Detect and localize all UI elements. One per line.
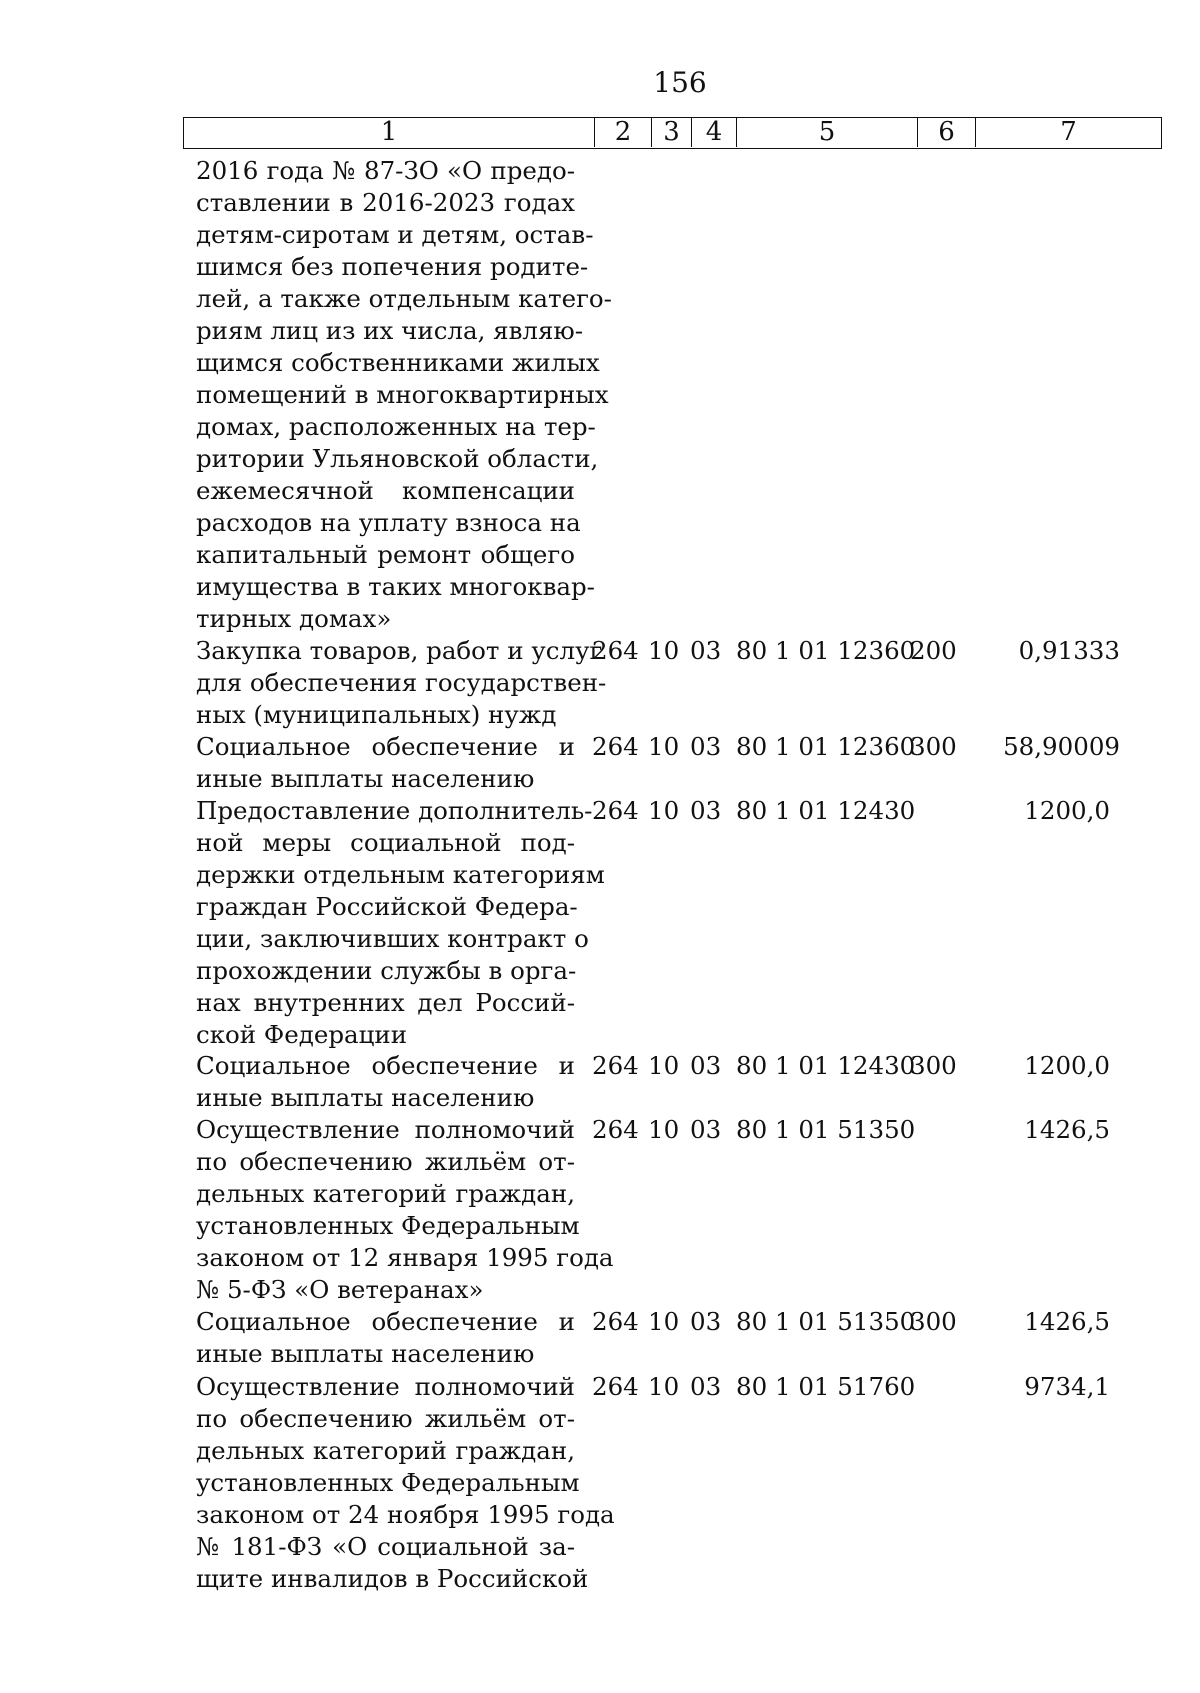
subsection-code: 03 bbox=[690, 1307, 722, 1336]
description-line: ции, заключивших контракт о bbox=[196, 924, 589, 953]
description-line: Осуществление полномочий bbox=[196, 1115, 575, 1144]
description-line: помещений в многоквартирных bbox=[196, 380, 609, 409]
description-line: домах, расположенных на тер- bbox=[196, 412, 596, 441]
column-header-5: 5 bbox=[737, 118, 918, 147]
description-line: законом от 12 января 1995 года bbox=[196, 1243, 614, 1272]
subsection-code: 03 bbox=[690, 1372, 722, 1401]
subsection-code: 03 bbox=[690, 1051, 722, 1080]
description-line: 2016 года № 87-ЗО «О предо- bbox=[196, 156, 575, 185]
amount: 0,91333 bbox=[1018, 636, 1120, 665]
amount: 58,90009 bbox=[1003, 732, 1120, 761]
admin-code: 264 bbox=[592, 636, 639, 665]
column-header-row bbox=[183, 117, 1162, 149]
description-line: щимся собственниками жилых bbox=[196, 348, 600, 377]
row-description bbox=[196, 795, 605, 1051]
column-header-7: 7 bbox=[1060, 117, 1077, 147]
admin-code: 264 bbox=[592, 796, 639, 825]
description-line: Осуществление полномочий bbox=[196, 1372, 575, 1401]
admin-code: 264 bbox=[592, 1051, 639, 1080]
expense-type-code: 300 bbox=[910, 1051, 957, 1080]
amount: 1426,5 bbox=[1024, 1307, 1110, 1336]
description-line: расходов на уплату взноса на bbox=[196, 508, 581, 537]
description-line: Социальное обеспечение и bbox=[196, 1307, 575, 1336]
section-code: 10 bbox=[648, 796, 680, 825]
description-line: Закупка товаров, работ и услуг bbox=[196, 636, 603, 665]
target-article-code: 80 1 01 12360 bbox=[736, 636, 916, 665]
column-header-6: 6 bbox=[918, 118, 976, 147]
description-line: лей, а также отдельным катего- bbox=[196, 284, 612, 313]
description-line: иные выплаты населению bbox=[196, 1339, 535, 1368]
admin-code: 264 bbox=[592, 1372, 639, 1401]
expense-type-code: 300 bbox=[910, 1307, 957, 1336]
description-line: нах внутренних дел Россий- bbox=[196, 988, 575, 1017]
amount: 1426,5 bbox=[1024, 1115, 1110, 1144]
description-line: ных (муниципальных) нужд bbox=[196, 700, 557, 729]
description-line: ной меры социальной под- bbox=[196, 828, 575, 857]
subsection-code: 03 bbox=[690, 636, 722, 665]
column-header-1: 1 bbox=[184, 118, 595, 147]
target-article-code: 80 1 01 12430 bbox=[736, 1051, 916, 1080]
description-line: по обеспечению жильём от- bbox=[196, 1404, 575, 1433]
target-article-code: 80 1 01 12430 bbox=[736, 796, 916, 825]
row-description bbox=[196, 1050, 575, 1114]
section-code: 10 bbox=[648, 732, 680, 761]
column-header-2: 2 bbox=[595, 118, 652, 147]
row-description bbox=[196, 635, 607, 731]
description-line: для обеспечения государствен- bbox=[196, 668, 607, 697]
section-code: 10 bbox=[648, 1307, 680, 1336]
description-line: щите инвалидов в Российской bbox=[196, 1564, 589, 1593]
description-line: Социальное обеспечение и bbox=[196, 1051, 575, 1080]
target-article-code: 80 1 01 51760 bbox=[736, 1372, 916, 1401]
description-line: установленных Федеральным bbox=[196, 1211, 580, 1240]
section-code: 10 bbox=[648, 1372, 680, 1401]
description-line: дельных категорий граждан, bbox=[196, 1436, 575, 1465]
description-line: граждан Российской Федера- bbox=[196, 892, 578, 921]
description-line: законом от 24 ноября 1995 года bbox=[196, 1500, 615, 1529]
column-header-4: 4 bbox=[692, 118, 737, 147]
admin-code: 264 bbox=[592, 1115, 639, 1144]
description-line: ставлении в 2016-2023 годах bbox=[196, 188, 575, 217]
amount: 1200,0 bbox=[1024, 796, 1110, 825]
description-line: тирных домах» bbox=[196, 604, 392, 633]
description-line: иные выплаты населению bbox=[196, 764, 535, 793]
subsection-code: 03 bbox=[690, 732, 722, 761]
row-description bbox=[196, 1306, 575, 1370]
row-description bbox=[196, 1371, 615, 1595]
description-line: дельных категорий граждан, bbox=[196, 1179, 575, 1208]
description-line: имущества в таких многоквар- bbox=[196, 572, 595, 601]
subsection-code: 03 bbox=[690, 1115, 722, 1144]
target-article-code: 80 1 01 51350 bbox=[736, 1115, 916, 1144]
description-line: ежемесячной компенсации bbox=[196, 476, 575, 505]
description-line: детям-сиротам и детям, остав- bbox=[196, 220, 594, 249]
row-description bbox=[196, 155, 612, 635]
description-line: ской Федерации bbox=[196, 1020, 408, 1049]
description-line: № 181-ФЗ «О социальной за- bbox=[196, 1532, 575, 1561]
row-description bbox=[196, 1114, 614, 1306]
amount: 9734,1 bbox=[1024, 1372, 1110, 1401]
description-line: по обеспечению жильём от- bbox=[196, 1147, 575, 1176]
description-line: шимся без попечения родите- bbox=[196, 252, 589, 281]
column-header-3: 3 bbox=[652, 118, 692, 147]
description-line: Социальное обеспечение и bbox=[196, 732, 575, 761]
description-line: № 5-ФЗ «О ветеранах» bbox=[196, 1275, 484, 1304]
description-line: иные выплаты населению bbox=[196, 1083, 535, 1112]
description-line: держки отдельным категориям bbox=[196, 860, 605, 889]
description-line: Предоставление дополнитель- bbox=[196, 796, 593, 825]
description-line: капитальный ремонт общего bbox=[196, 540, 575, 569]
description-line: риям лиц из их числа, являю- bbox=[196, 316, 584, 345]
admin-code: 264 bbox=[592, 1307, 639, 1336]
expense-type-code: 300 bbox=[910, 732, 957, 761]
page-number: 156 bbox=[653, 66, 707, 99]
section-code: 10 bbox=[648, 636, 680, 665]
description-line: прохождении службы в орга- bbox=[196, 956, 577, 985]
target-article-code: 80 1 01 51350 bbox=[736, 1307, 916, 1336]
row-description bbox=[196, 731, 575, 795]
section-code: 10 bbox=[648, 1051, 680, 1080]
admin-code: 264 bbox=[592, 732, 639, 761]
target-article-code: 80 1 01 12360 bbox=[736, 732, 916, 761]
subsection-code: 03 bbox=[690, 796, 722, 825]
expense-type-code: 200 bbox=[910, 636, 957, 665]
description-line: установленных Федеральным bbox=[196, 1468, 580, 1497]
description-line: ритории Ульяновской области, bbox=[196, 444, 599, 473]
section-code: 10 bbox=[648, 1115, 680, 1144]
amount: 1200,0 bbox=[1024, 1051, 1110, 1080]
